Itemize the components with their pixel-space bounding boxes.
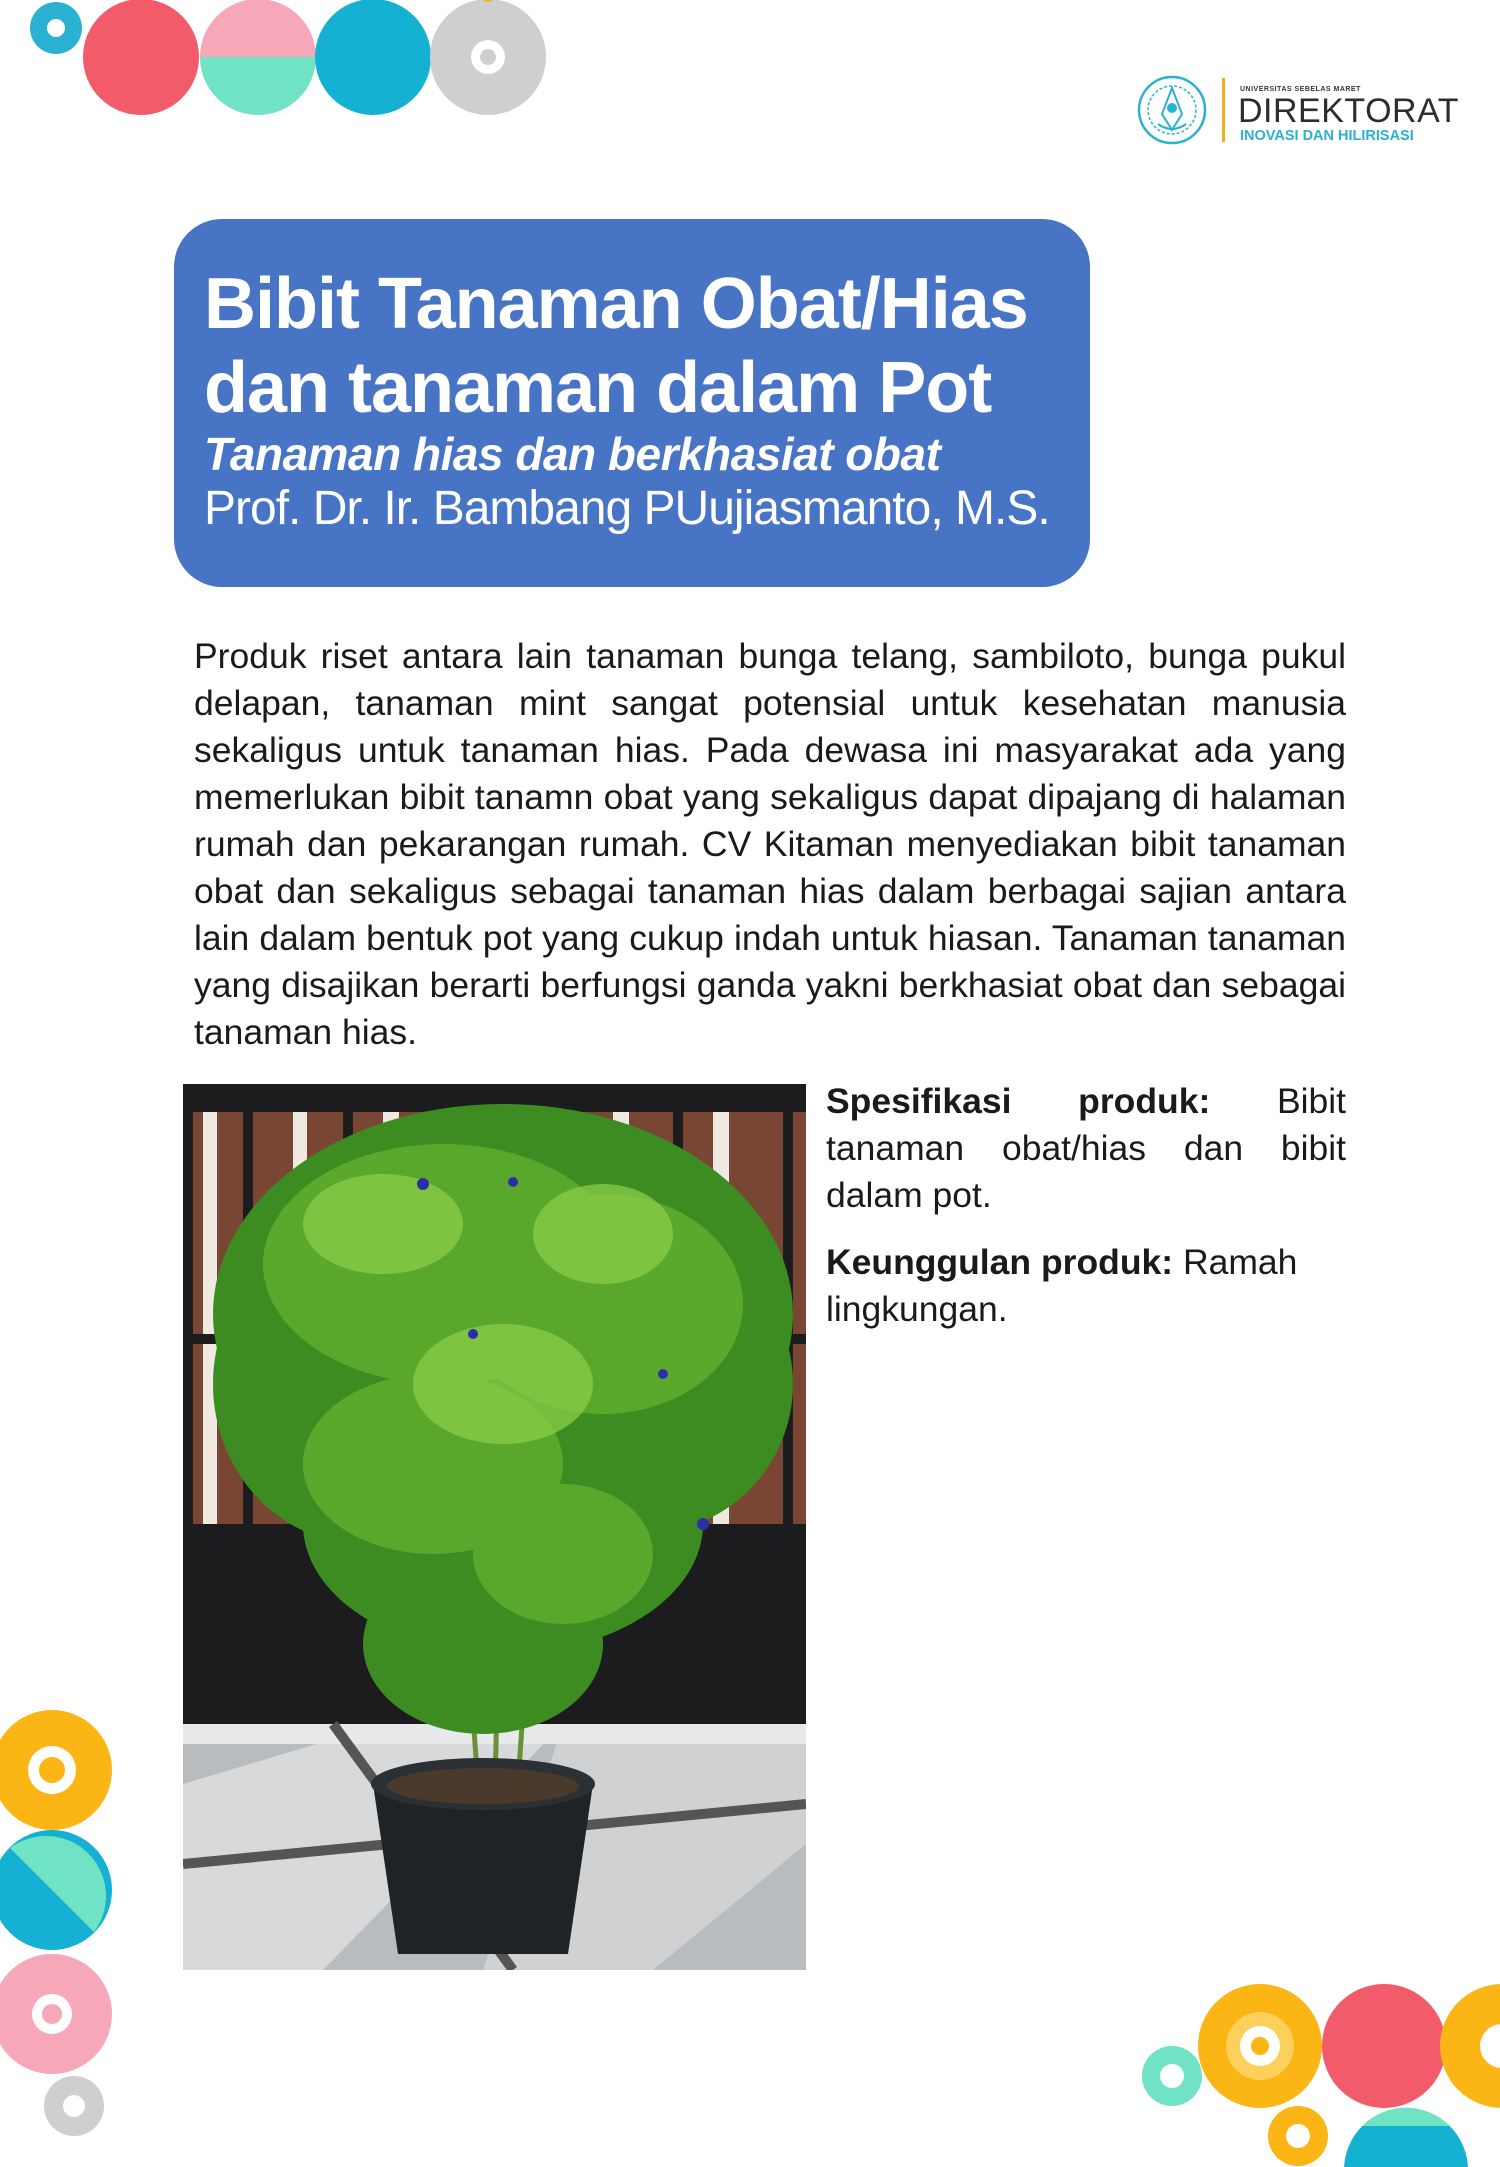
- advantage-item: [826, 1239, 1346, 1333]
- deco-circle-blue: [315, 0, 431, 115]
- logo-subtitle: INOVASI DAN HILIRISASI: [1240, 128, 1414, 144]
- author: Prof. Dr. Ir. Bambang PUujiasmanto, M.S.: [204, 482, 1050, 535]
- spec-label: Spesifikasi produk:: [826, 1081, 1211, 1121]
- logo-divider: [1222, 78, 1225, 142]
- potted-plant-photo: [183, 1084, 806, 1970]
- deco-circle-split: [200, 0, 316, 57]
- spec-item: [826, 1078, 1346, 1219]
- title-line-1: Bibit Tanaman Obat/Hias: [204, 264, 1028, 344]
- deco-circle-red-right: [1322, 1984, 1446, 2108]
- page-subtitle: Tanaman hias dan berkhasiat obat: [204, 428, 941, 480]
- page-title: [204, 262, 1084, 430]
- university-emblem-icon: [1136, 74, 1208, 146]
- advantage-label: Keunggulan produk:: [826, 1242, 1174, 1282]
- logo: [1136, 72, 1459, 152]
- bottom-left-decoration: [0, 1700, 130, 2167]
- top-decoration: [0, 0, 600, 130]
- description-paragraph: Produk riset antara lain tanaman bunga telang, sambiloto, bunga pukul delapan, tanaman mint sangat potensial untuk kesehatan manusia sekaligus untuk tanaman hias. Pada dewasa ini masyarakat ada yang memerlukan bibit tanamn obat yang sekaligus dapat dipajang di halaman rumah dan pekarangan rumah. CV Kitaman menyediakan bibit tanaman obat dan sekaligus sebagai tanaman hias dalam berbagai sajian antara lain dalam bentuk pot yang cukup indah untuk hiasan. Tanaman tanaman yang disajikan berarti berfungsi ganda yakni berkhasiat obat dan sebagai tanaman hias.: [194, 636, 1346, 1052]
- bottom-right-decoration: [1130, 1960, 1500, 2167]
- spec-value: Bibit tanaman obat/hias dan bibit dalam pot.: [826, 1081, 1346, 1215]
- title-line-2: dan tanaman dalam Pot: [204, 348, 992, 428]
- logo-name: DIREKTORAT: [1238, 92, 1459, 130]
- logo-university: UNIVERSITAS SEBELAS MARET: [1240, 86, 1361, 93]
- product-specs: [826, 1078, 1346, 1353]
- deco-circle-red: [83, 0, 199, 115]
- advantage-value: Ramah lingkungan.: [826, 1242, 1298, 1329]
